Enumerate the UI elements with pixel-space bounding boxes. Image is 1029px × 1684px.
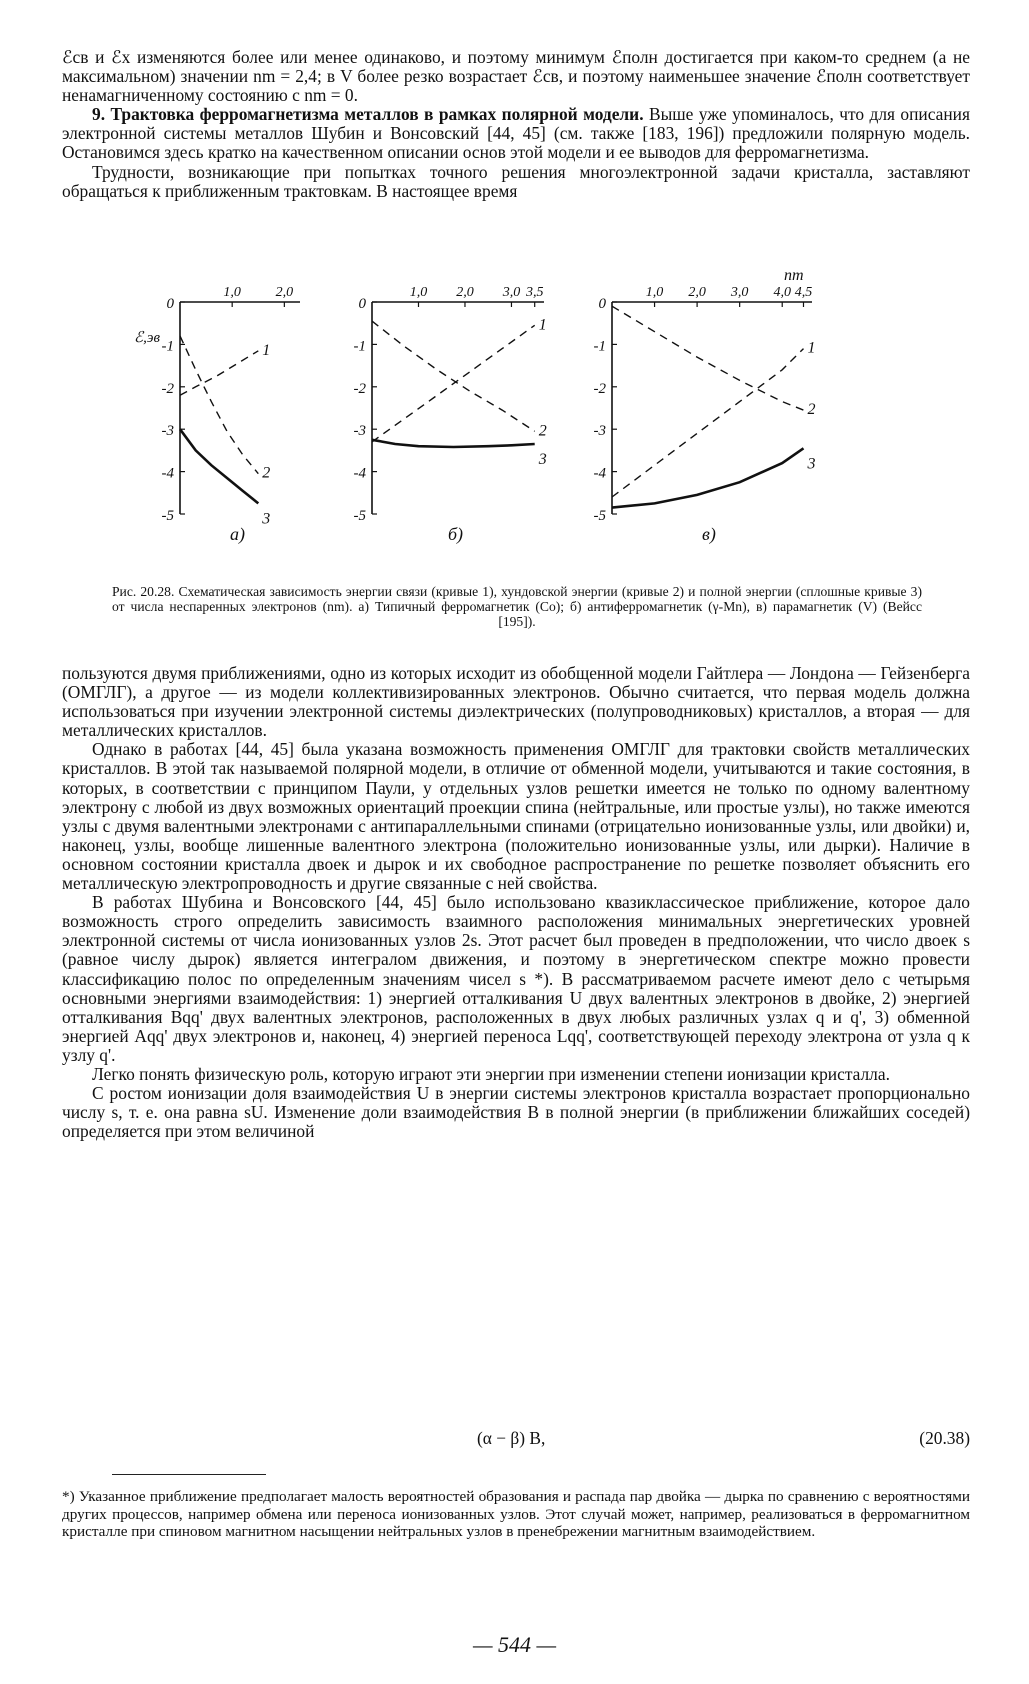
curve-2 bbox=[180, 336, 258, 474]
section-heading: 9. Трактовка ферромагнетизма металлов в рамках полярной модели. bbox=[92, 104, 644, 125]
panel-label: в) bbox=[702, 524, 716, 544]
y-tick-label: -3 bbox=[353, 423, 366, 440]
panel-label: а) bbox=[230, 524, 245, 544]
paragraph: пользуются двумя приближениями, одно из которых исходит из обобщенной модели Гайтлера — Лондона — Гейзенберга (ОМГЛГ), а другое — из модели коллективизированных электронов. Обычно считается, что первая модель должна использоваться при изучении электронной системы диэлектрических (полупроводниковых) кристаллов, а вторая — для металлических кристаллов. bbox=[62, 663, 970, 741]
curve-label: 1 bbox=[538, 316, 547, 334]
x-tick-label: 3,5 bbox=[525, 285, 544, 300]
curve-label: 2 bbox=[807, 401, 816, 419]
x-axis-label: nm bbox=[784, 267, 804, 284]
footnote: *) Указанное приближение предполагает малость вероятностей образования и распада пар двойка — дырка по сравнению с вероятностями других процессов, например обмена или переноса ионизованных узлов. Этот случай может, например, реализоваться в ферромагнитном кристалле при спиновом магнитном насыщении нейтральных узлов в пренебрежении магнитным взаимодействием. bbox=[62, 1488, 970, 1541]
y-tick-label: -3 bbox=[161, 423, 174, 440]
x-tick-label: 1,0 bbox=[645, 285, 664, 300]
y-tick-label: -1 bbox=[353, 338, 366, 355]
x-tick-label: 4,5 bbox=[794, 285, 813, 300]
y-tick-label: -2 bbox=[353, 380, 366, 397]
curve-label: 3 bbox=[262, 510, 271, 528]
curve-1 bbox=[372, 325, 535, 442]
y-tick-label: -4 bbox=[593, 465, 606, 482]
footnote-rule bbox=[112, 1474, 266, 1475]
curve-1 bbox=[612, 349, 804, 497]
equation-formula: (α − β) B, bbox=[477, 1428, 546, 1448]
x-tick-label: 4,0 bbox=[773, 285, 791, 300]
curve-label: 1 bbox=[807, 339, 816, 357]
curve-2 bbox=[612, 306, 804, 410]
x-tick-label: 1,0 bbox=[409, 285, 428, 300]
text-block-main bbox=[62, 664, 970, 1141]
x-tick-label: 2,0 bbox=[688, 285, 706, 300]
x-tick-label: 3,0 bbox=[730, 285, 749, 300]
x-tick-label: 2,0 bbox=[275, 285, 294, 300]
figure-20-28 bbox=[134, 267, 890, 580]
y-tick-label: -4 bbox=[353, 465, 366, 482]
paragraph-before-figure: Трудности, возникающие при попытках точного решения многоэлектронной задачи кристалла, заставляют обращаться к приближенным трактовкам. В настоящее время bbox=[62, 161, 970, 201]
curve-1 bbox=[180, 351, 258, 396]
section-text: Выше уже упоминалось, что для описания электронной системы металлов Шубин и Вонсовский [44, 45] (см. также [183, 196]) предложили полярную модель. Остановимся здесь кратко на качественном описании основ этой модели и ее выводов для ферромагнетизма. bbox=[62, 104, 970, 163]
y-tick-label: -3 bbox=[593, 423, 606, 440]
curve-2 bbox=[372, 321, 535, 431]
equation-20-38 bbox=[62, 1428, 970, 1450]
text-block-top bbox=[62, 48, 970, 201]
x-tick-label: 2,0 bbox=[456, 285, 474, 300]
section-paragraph bbox=[62, 105, 970, 162]
y-tick-label: -5 bbox=[161, 508, 174, 524]
equation-number: (20.38) bbox=[919, 1428, 970, 1448]
panel-label: б) bbox=[448, 524, 464, 544]
y-tick-label: -5 bbox=[353, 508, 366, 524]
curve-3 bbox=[612, 448, 804, 507]
y-axis-label: ℰ,эв bbox=[134, 330, 160, 346]
curve-label: 2 bbox=[262, 464, 271, 482]
paragraph: Легко понять физическую роль, которую играют эти энергии при изменении степени ионизации кристалла. bbox=[92, 1063, 890, 1084]
page-number: — 544 — bbox=[472, 1632, 557, 1657]
y-tick-label: -2 bbox=[161, 380, 174, 397]
paragraph: Однако в работах [44, 45] была указана возможность применения ОМГЛГ для трактовки свойств металлических кристаллов. В этой так называемой полярной модели, в отличие от обменной модели, учитываются и такие состояния, в которых, в соответствии с принципом Паули, у отдельных узлов решетки имеется не только по одному валентному электрону с любой из двух возможных ориентаций проекции спина (нейтральные, или простые узлы), но также имеются узлы с двумя валентными электронами с антипараллельными спинами (отрицательно ионизованные узлы, или двойки) и, наконец, узлы, вообще лишенные валентного электрона (положительно ионизованные узлы, или дырки). Наличие в основном состоянии кристалла двоек и дырок и их свободное распространение по решетке позволяет объяснить его металлическую электропроводность и другие связанные с ней свойства. bbox=[62, 739, 970, 894]
curve-label: 2 bbox=[538, 422, 547, 440]
y-tick-label: -4 bbox=[161, 465, 174, 482]
curve-label: 3 bbox=[807, 455, 816, 473]
y-tick-label: -1 bbox=[593, 338, 606, 355]
curve-3 bbox=[372, 440, 535, 447]
x-tick-label: 3,0 bbox=[502, 285, 521, 300]
y-tick-label: 0 bbox=[358, 296, 366, 312]
energy-charts bbox=[134, 267, 890, 580]
y-tick-label: -2 bbox=[593, 380, 606, 397]
y-tick-label: 0 bbox=[166, 296, 174, 312]
y-tick-label: -5 bbox=[593, 508, 606, 524]
y-tick-label: -1 bbox=[161, 338, 174, 355]
paragraph-continuation: ℰсв и ℰх изменяются более или менее одинаково, и поэтому минимум ℰполн достигается при каком-то среднем (а не максимальном) значении nm = 2,4; в V более резко возрастает ℰсв, и поэтому наименьшее значение ℰполн соответствует ненамагниченному состоянию с nm = 0. bbox=[62, 47, 970, 106]
curve-label: 3 bbox=[538, 451, 547, 469]
paragraph: В работах Шубина и Вонсовского [44, 45] было использовано квазиклассическое приближение, которое дало возможность строго определить зависимость взаимного расположения минимальных энергетических уровней электронной системы от числа ионизованных узлов 2s. Этот расчет был проведен в предположении, что число двоек s (равное числу дырок) является интегралом движения, и поэтому в энергетическом спектре можно провести классификацию полос по определенным значениям чисел s *). В рассматриваемом расчете имеют дело с четырьмя основными энергиями взаимодействия: 1) энергией отталкивания U двух валентных электронов в двойке, 2) энергией отталкивания Bqq' двух валентных электронов, расположенных в двух любых различных узлах q и q', 3) обменной энергией Aqq' двух электронов и, наконец, 4) энергией переноса Lqq', соответствующей переходу электрона от узла q к узлу q'. bbox=[62, 892, 970, 1065]
figure-caption: Рис. 20.28. Схематическая зависимость энергии связи (кривые 1), хундовской энергии (кривые 2) и полной энергии (сплошные кривые 3) от числа неспаренных электронов (nm). а) Типичный ферромагнетик (Co); б) антиферромагнетик (γ-Mn), в) парамагнетик (V) (Вейсс [195]). bbox=[112, 584, 922, 630]
curve-label: 1 bbox=[262, 341, 271, 359]
curve-3 bbox=[180, 429, 258, 503]
y-tick-label: 0 bbox=[598, 296, 606, 312]
paragraph: С ростом ионизации доля взаимодействия U в энергии системы электронов кристалла возрастает пропорционально числу s, т. е. она равна sU. Изменение доли взаимодействия B в полной энергии (в приближении ближайших соседей) определяется при этом величиной bbox=[62, 1083, 970, 1142]
x-tick-label: 1,0 bbox=[223, 285, 241, 300]
